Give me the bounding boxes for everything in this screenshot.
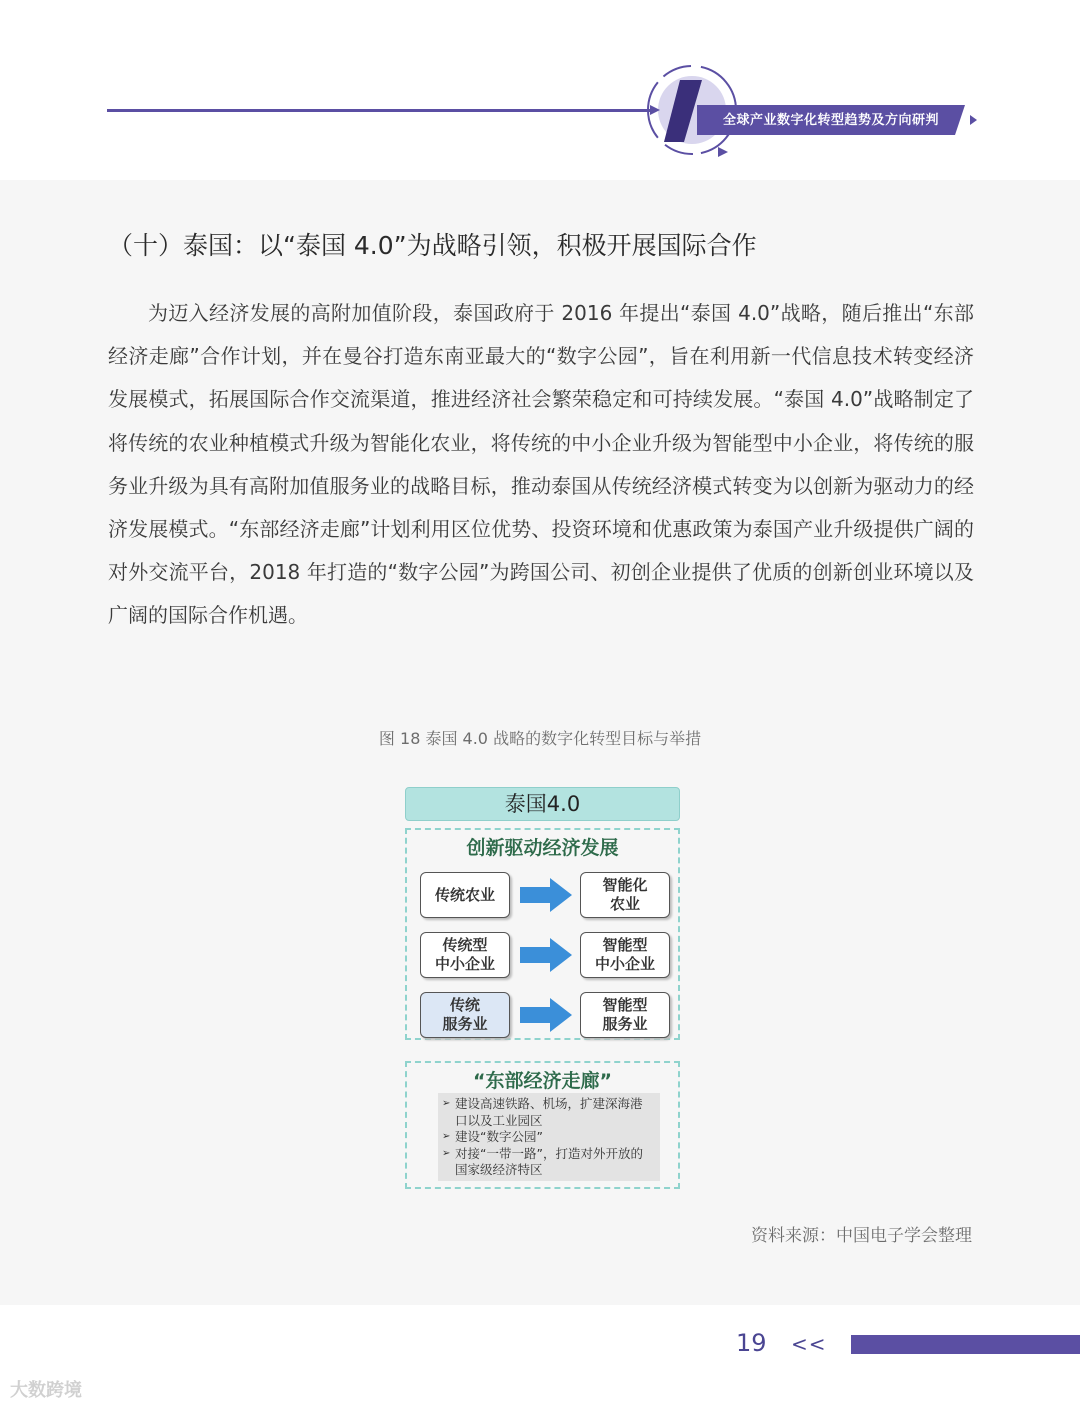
from-node-services	[420, 992, 510, 1038]
section-heading: （十）泰国：以“泰国 4.0”为战略引领，积极开展国际合作	[108, 231, 757, 260]
arrow-right-icon	[520, 878, 572, 912]
corridor-item: ➢ 对接“一带一路”，打造对外开放的国家级经济特区	[444, 1146, 654, 1179]
report-title: 全球产业数字化转型趋势及方向研判	[722, 113, 939, 128]
from-node-agriculture: 传统农业	[420, 872, 510, 918]
to-node-services	[580, 992, 670, 1038]
diagram-title: 泰国4.0	[405, 787, 680, 821]
page-number: 19	[736, 1329, 767, 1357]
source-note: 资料来源：中国电子学会整理	[751, 1226, 972, 1246]
arrow-right-icon	[520, 938, 572, 972]
page-header	[0, 0, 1080, 180]
corridor-item: ➢ 建设高速铁路、机场，扩建深海港口以及工业园区	[444, 1096, 654, 1129]
from-node-sme-label: 传统型 中小企业	[434, 936, 495, 973]
corridor-item: ➢ 建设“数字公园”	[444, 1129, 654, 1146]
watermark: 大数跨境	[10, 1380, 82, 1401]
from-node-sme	[420, 932, 510, 978]
corridor-title: “东部经济走廊”	[473, 1070, 612, 1092]
thailand-4-diagram	[400, 785, 685, 1195]
chevron-left-icon: <<	[791, 1332, 827, 1356]
header-rule	[107, 109, 652, 112]
footer-bar	[851, 1335, 1080, 1354]
body-paragraph: 为迈入经济发展的高附加值阶段，泰国政府于 2016 年提出“泰国 4.0”战略，随后推出“东部经济走廊”合作计划，并在曼谷打造东南亚最大的“数字公园”，旨在利用新一代信息技术转变经济发展模式，拓展国际合作交流渠道，推进经济社会繁荣稳定和可持续发展。“泰国 4.0”战略制定了将传统的农业种植模式升级为智能化农业，将传统的中小企业升级为智能型中小企业，将传统的服务业升级为具有高附加值服务业的战略目标，推动泰国从传统经济模式转变为以创新为驱动力的经济发展模式。“东部经济走廊”计划利用区位优势、投资环境和优惠政策为泰国产业升级提供广阔的对外交流平台，2018 年打造的“数字公园”为跨国公司、初创企业提供了优质的创新创业环境以及广阔的国际合作机遇。	[108, 301, 974, 628]
figure-caption: 图 18 泰国 4.0 战略的数字化转型目标与举措	[378, 729, 702, 748]
to-node-agriculture	[580, 872, 670, 918]
to-node-services-label: 智能型 服务业	[602, 996, 648, 1033]
arrow-right-icon	[520, 998, 572, 1032]
corridor-list	[438, 1093, 660, 1181]
page-footer	[0, 1305, 1080, 1410]
to-node-sme-label: 智能型 中小企业	[594, 936, 655, 973]
to-node-sme	[580, 932, 670, 978]
from-node-services-label: 传统 服务业	[442, 996, 488, 1033]
to-node-agriculture-label: 智能化 农业	[602, 876, 648, 913]
innovation-title: 创新驱动经济发展	[466, 837, 619, 859]
